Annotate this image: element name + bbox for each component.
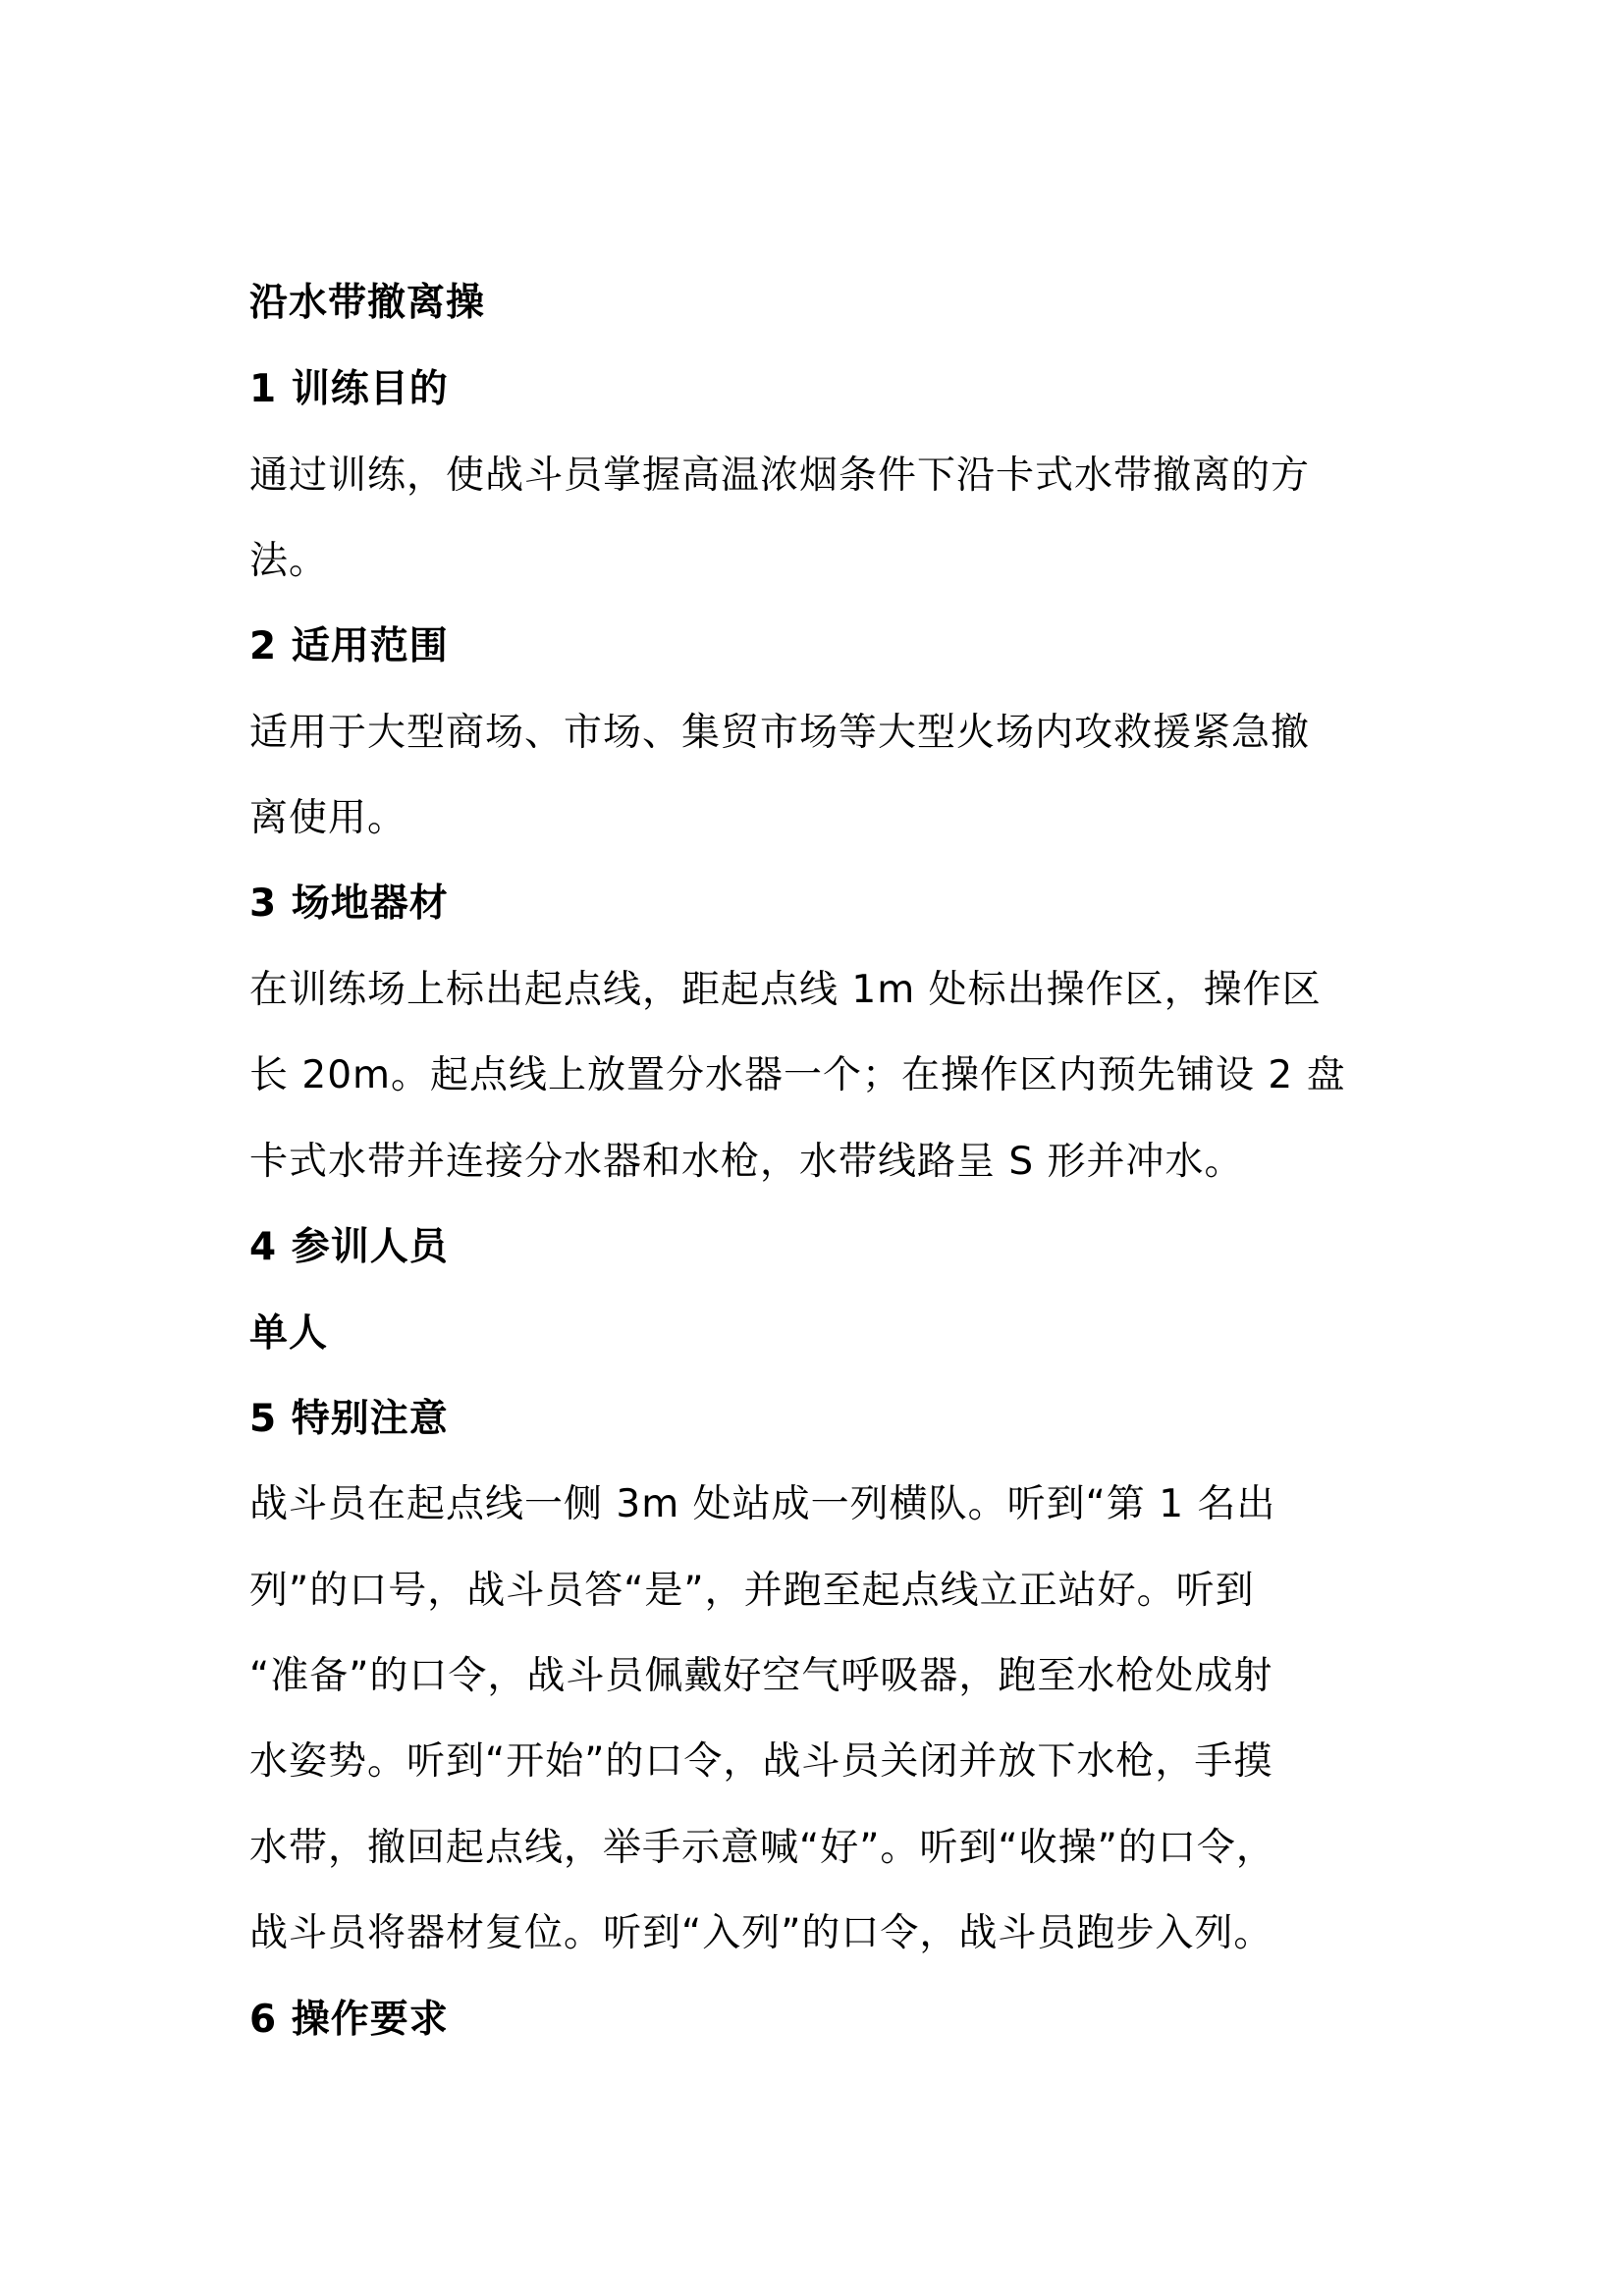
paragraph-line: 卡式水带并连接分水器和水枪，水带线路呈 S 形并冲水。: [249, 1140, 1244, 1184]
section-heading: 1 训练目的: [249, 367, 449, 411]
section-heading: 2 适用范围: [249, 624, 449, 668]
document-title: 沿水带撤离操: [249, 281, 486, 325]
section-heading: 6 操作要求: [249, 1998, 449, 2042]
paragraph-line: 水带，撤回起点线，举手示意喊“好”。听到“收操”的口令，: [249, 1826, 1275, 1870]
section-heading: 3 场地器材: [249, 881, 449, 926]
paragraph-line: 长 20m。起点线上放置分水器一个；在操作区内预先铺设 2 盘: [249, 1053, 1346, 1097]
paragraph-line: 列”的口号，战斗员答“是”，并跑至起点线立正站好。听到: [249, 1569, 1255, 1613]
paragraph-line: 单人: [249, 1311, 329, 1356]
paragraph-line: “准备”的口令，战斗员佩戴好空气呼吸器，跑至水枪处成射: [249, 1654, 1273, 1698]
section-heading: 4 参训人员: [249, 1225, 449, 1269]
paragraph-line: 水姿势。听到“开始”的口令，战斗员关闭并放下水枪，手摸: [249, 1739, 1273, 1784]
paragraph-line: 通过训练，使战斗员掌握高温浓烟条件下沿卡式水带撤离的方: [249, 454, 1311, 498]
section-heading: 5 特别注意: [249, 1397, 449, 1441]
paragraph-line: 战斗员将器材复位。听到“入列”的口令，战斗员跑步入列。: [249, 1911, 1273, 1955]
paragraph-line: 离使用。: [249, 796, 407, 840]
paragraph-line: 适用于大型商场、市场、集贸市场等大型火场内攻救援紧急撤: [249, 711, 1311, 755]
paragraph-line: 战斗员在起点线一侧 3m 处站成一列横队。听到“第 1 名出: [249, 1482, 1276, 1526]
paragraph-line: 在训练场上标出起点线，距起点线 1m 处标出操作区，操作区: [249, 968, 1322, 1012]
paragraph-line: 法。: [249, 539, 329, 583]
